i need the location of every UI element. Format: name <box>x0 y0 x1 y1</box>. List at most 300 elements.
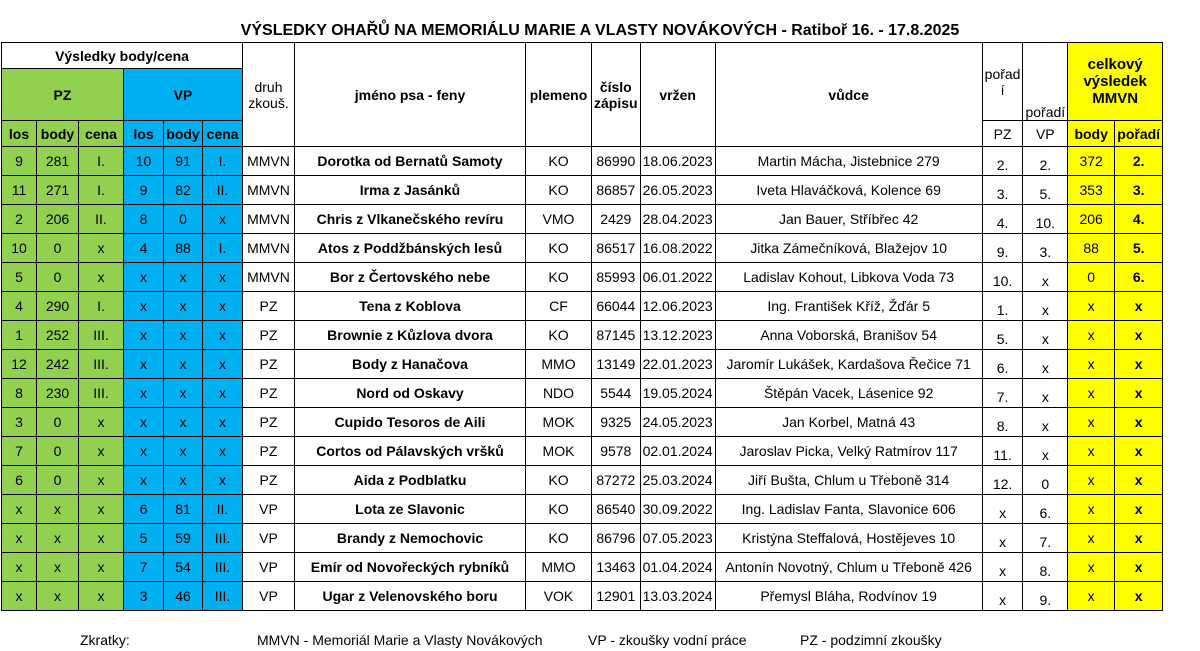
pz-los-header: los <box>2 121 37 147</box>
total-poradi-cell: x <box>1115 408 1163 437</box>
table-row <box>2 350 1163 379</box>
poradi-pz-cell: x <box>982 495 1023 524</box>
poradi-vp-cell: x <box>1023 263 1068 292</box>
dog-name-cell: Nord od Oskavy <box>295 379 526 408</box>
pz-group-header: PZ <box>2 69 124 121</box>
total-body-cell: x <box>1068 408 1115 437</box>
dog-name-cell: Brandy z Nemochovic <box>295 524 526 553</box>
vp-group-header: VP <box>124 69 243 121</box>
pz-cena-cell: x <box>79 524 124 553</box>
pz-los-cell: 6 <box>2 466 37 495</box>
plemeno-cell: KO <box>526 524 592 553</box>
handler-cell: Jan Bauer, Stříbřec 42 <box>715 205 982 234</box>
vp-cena-cell: III. <box>203 524 243 553</box>
vp-cena-cell: II. <box>203 176 243 205</box>
vrzen-cell: 12.06.2023 <box>640 292 715 321</box>
poradi-pz-header: pořad í <box>982 43 1023 121</box>
vp-cena-cell: III. <box>203 582 243 611</box>
pz-cena-cell: I. <box>79 176 124 205</box>
total-poradi-cell: x <box>1115 321 1163 350</box>
dog-name-cell: Cortos od Pálavských vršků <box>295 437 526 466</box>
plemeno-cell: KO <box>526 321 592 350</box>
vp-los-cell: 7 <box>124 553 164 582</box>
vp-body-cell: 59 <box>164 524 203 553</box>
poradi-vp-header: pořadí <box>1023 43 1068 121</box>
total-body-header: body <box>1068 121 1115 147</box>
handler-cell: Jitka Zámečníková, Blažejov 10 <box>715 234 982 263</box>
abbreviations-footer <box>0 632 1200 650</box>
plemeno-cell: KO <box>526 147 592 176</box>
poradi-pz-cell: 10. <box>982 263 1023 292</box>
pz-body-cell: 0 <box>37 234 79 263</box>
vp-body-cell: x <box>164 437 203 466</box>
total-poradi-cell: x <box>1115 582 1163 611</box>
vp-los-cell: x <box>124 408 164 437</box>
pz-cena-header: cena <box>79 121 124 147</box>
pz-cena-cell: III. <box>79 379 124 408</box>
druh-cell: PZ <box>243 437 295 466</box>
dog-name-cell: Dorotka od Bernatů Samoty <box>295 147 526 176</box>
handler-cell: Přemysl Bláha, Rodvínov 19 <box>715 582 982 611</box>
pz-body-cell: 0 <box>37 263 79 292</box>
pz-cena-cell: x <box>79 466 124 495</box>
total-poradi-cell: 5. <box>1115 234 1163 263</box>
vrzen-cell: 06.01.2022 <box>640 263 715 292</box>
name-header: jméno psa - feny <box>295 43 526 147</box>
cislo-cell: 5544 <box>592 379 641 408</box>
table-row <box>2 147 1163 176</box>
vrzen-cell: 30.09.2022 <box>640 495 715 524</box>
total-body-cell: x <box>1068 553 1115 582</box>
handler-cell: Ladislav Kohout, Libkova Voda 73 <box>715 263 982 292</box>
vp-los-cell: 5 <box>124 524 164 553</box>
cislo-cell: 13149 <box>592 350 641 379</box>
druh-cell: PZ <box>243 408 295 437</box>
vp-los-cell: 10 <box>124 147 164 176</box>
cislo-cell: 86857 <box>592 176 641 205</box>
total-poradi-cell: 6. <box>1115 263 1163 292</box>
handler-cell: Martin Mácha, Jistebnice 279 <box>715 147 982 176</box>
table-row <box>2 495 1163 524</box>
vp-body-cell: 82 <box>164 176 203 205</box>
total-poradi-cell: x <box>1115 379 1163 408</box>
cislo-header: číslo zápisu <box>592 43 641 147</box>
vp-cena-cell: x <box>203 292 243 321</box>
vp-cena-cell: x <box>203 263 243 292</box>
druh-cell: PZ <box>243 292 295 321</box>
pz-cena-cell: x <box>79 408 124 437</box>
poradi-vp-cell: 9. <box>1023 582 1068 611</box>
page-title: VÝSLEDKY OHAŘŮ NA MEMORIÁLU MARIE A VLASTY NOVÁKOVÝCH - Ratiboř 16. - 17.8.2025 <box>240 22 960 39</box>
plemeno-cell: MOK <box>526 437 592 466</box>
vrzen-header: vržen <box>640 43 715 147</box>
pz-los-cell: 12 <box>2 350 37 379</box>
plemeno-cell: KO <box>526 495 592 524</box>
handler-cell: Anna Voborská, Branišov 54 <box>715 321 982 350</box>
table-row <box>2 582 1163 611</box>
druh-cell: MMVN <box>243 234 295 263</box>
pz-cena-cell: x <box>79 437 124 466</box>
vp-cena-cell: x <box>203 466 243 495</box>
vp-cena-cell: x <box>203 437 243 466</box>
druh-cell: PZ <box>243 321 295 350</box>
cislo-cell: 2429 <box>592 205 641 234</box>
footer-vp: VP - zkoušky vodní práce <box>588 632 747 648</box>
poradi-pz-cell: 12. <box>982 466 1023 495</box>
pz-cena-cell: x <box>79 263 124 292</box>
poradi-pz-cell: 11. <box>982 437 1023 466</box>
total-body-cell: x <box>1068 379 1115 408</box>
pz-los-cell: x <box>2 582 37 611</box>
poradi-vp-cell: 7. <box>1023 524 1068 553</box>
vp-los-cell: 4 <box>124 234 164 263</box>
total-body-cell: x <box>1068 321 1115 350</box>
vrzen-cell: 25.03.2024 <box>640 466 715 495</box>
pz-los-cell: 10 <box>2 234 37 263</box>
vp-body-cell: x <box>164 321 203 350</box>
pz-cena-cell: I. <box>79 292 124 321</box>
poradi-vp-cell: 3. <box>1023 234 1068 263</box>
sub-vp-header: VP <box>1023 121 1068 147</box>
pz-los-cell: 7 <box>2 437 37 466</box>
poradi-pz-cell: 8. <box>982 408 1023 437</box>
plemeno-header: plemeno <box>526 43 592 147</box>
handler-cell: Kristýna Steffalová, Hostějeves 10 <box>715 524 982 553</box>
plemeno-cell: KO <box>526 466 592 495</box>
vp-body-cell: x <box>164 350 203 379</box>
vp-los-cell: x <box>124 350 164 379</box>
handler-cell: Jan Korbel, Matná 43 <box>715 408 982 437</box>
vp-los-cell: x <box>124 263 164 292</box>
vp-body-cell: 54 <box>164 553 203 582</box>
poradi-pz-cell: 9. <box>982 234 1023 263</box>
plemeno-cell: VOK <box>526 582 592 611</box>
pz-cena-cell: x <box>79 582 124 611</box>
pz-los-cell: 9 <box>2 147 37 176</box>
plemeno-cell: KO <box>526 176 592 205</box>
druh-cell: MMVN <box>243 263 295 292</box>
druh-cell: MMVN <box>243 147 295 176</box>
handler-cell: Jaromír Lukášek, Kardašova Řečice 71 <box>715 350 982 379</box>
poradi-vp-cell: 5. <box>1023 176 1068 205</box>
pz-body-cell: 0 <box>37 437 79 466</box>
pz-body-cell: 206 <box>37 205 79 234</box>
pz-los-cell: x <box>2 553 37 582</box>
pz-cena-cell: III. <box>79 350 124 379</box>
total-body-cell: x <box>1068 495 1115 524</box>
pz-los-cell: 1 <box>2 321 37 350</box>
vrzen-cell: 02.01.2024 <box>640 437 715 466</box>
celkovy-header: celkový výsledek MMVN <box>1068 43 1163 121</box>
table-row <box>2 466 1163 495</box>
total-body-cell: x <box>1068 437 1115 466</box>
pz-los-cell: 5 <box>2 263 37 292</box>
druh-cell: PZ <box>243 379 295 408</box>
pz-body-cell: x <box>37 524 79 553</box>
total-poradi-cell: x <box>1115 292 1163 321</box>
handler-cell: Antonín Novotný, Chlum u Třeboně 426 <box>715 553 982 582</box>
cislo-cell: 9325 <box>592 408 641 437</box>
vrzen-cell: 13.03.2024 <box>640 582 715 611</box>
vrzen-cell: 26.05.2023 <box>640 176 715 205</box>
cislo-cell: 9578 <box>592 437 641 466</box>
sub-pz-header: PZ <box>982 121 1023 147</box>
total-body-cell: x <box>1068 582 1115 611</box>
vp-los-cell: 6 <box>124 495 164 524</box>
cislo-cell: 87272 <box>592 466 641 495</box>
vp-body-cell: x <box>164 292 203 321</box>
vp-los-cell: 3 <box>124 582 164 611</box>
pz-body-cell: x <box>37 553 79 582</box>
vp-body-cell: 88 <box>164 234 203 263</box>
handler-cell: Ing. František Kříž, Žďár 5 <box>715 292 982 321</box>
dog-name-cell: Ugar z Velenovského boru <box>295 582 526 611</box>
total-body-cell: 353 <box>1068 176 1115 205</box>
results-group-header: Výsledky body/cena <box>2 43 243 69</box>
poradi-pz-cell: 4. <box>982 205 1023 234</box>
vp-los-cell: 8 <box>124 205 164 234</box>
poradi-vp-cell: x <box>1023 408 1068 437</box>
vp-body-cell: 0 <box>164 205 203 234</box>
poradi-vp-cell: x <box>1023 379 1068 408</box>
table-row <box>2 263 1163 292</box>
druh-cell: MMVN <box>243 176 295 205</box>
pz-body-cell: 271 <box>37 176 79 205</box>
poradi-vp-cell: x <box>1023 292 1068 321</box>
total-body-cell: x <box>1068 350 1115 379</box>
poradi-pz-cell: x <box>982 553 1023 582</box>
vp-los-cell: x <box>124 437 164 466</box>
dog-name-cell: Brownie z Kůzlova dvora <box>295 321 526 350</box>
vp-los-cell: x <box>124 379 164 408</box>
total-body-cell: x <box>1068 292 1115 321</box>
vp-cena-cell: II. <box>203 495 243 524</box>
pz-los-cell: 4 <box>2 292 37 321</box>
vp-cena-cell: x <box>203 350 243 379</box>
vrzen-cell: 01.04.2024 <box>640 553 715 582</box>
table-row <box>2 553 1163 582</box>
total-poradi-cell: x <box>1115 553 1163 582</box>
pz-los-cell: 8 <box>2 379 37 408</box>
vp-cena-cell: x <box>203 408 243 437</box>
plemeno-cell: KO <box>526 263 592 292</box>
vp-los-cell: x <box>124 292 164 321</box>
vrzen-cell: 24.05.2023 <box>640 408 715 437</box>
dog-name-cell: Cupido Tesoros de Aili <box>295 408 526 437</box>
vp-body-cell: x <box>164 466 203 495</box>
vp-los-cell: x <box>124 466 164 495</box>
vp-los-cell: x <box>124 321 164 350</box>
vp-los-cell: 9 <box>124 176 164 205</box>
pz-cena-cell: II. <box>79 205 124 234</box>
total-body-cell: 0 <box>1068 263 1115 292</box>
total-poradi-cell: x <box>1115 495 1163 524</box>
cislo-cell: 12901 <box>592 582 641 611</box>
handler-cell: Iveta Hlaváčková, Kolence 69 <box>715 176 982 205</box>
total-poradi-cell: x <box>1115 466 1163 495</box>
table-row <box>2 408 1163 437</box>
plemeno-cell: MMO <box>526 350 592 379</box>
table-row <box>2 437 1163 466</box>
total-poradi-header: pořadí <box>1115 121 1163 147</box>
cislo-cell: 86796 <box>592 524 641 553</box>
cislo-cell: 86990 <box>592 147 641 176</box>
pz-body-cell: 290 <box>37 292 79 321</box>
plemeno-cell: VMO <box>526 205 592 234</box>
pz-body-cell: 0 <box>37 466 79 495</box>
plemeno-cell: CF <box>526 292 592 321</box>
total-body-cell: x <box>1068 466 1115 495</box>
poradi-vp-cell: 0 <box>1023 466 1068 495</box>
total-poradi-cell: 3. <box>1115 176 1163 205</box>
pz-los-cell: 2 <box>2 205 37 234</box>
results-table <box>1 42 1163 611</box>
pz-body-cell: 230 <box>37 379 79 408</box>
poradi-pz-cell: 3. <box>982 176 1023 205</box>
footer-mmvn: MMVN - Memoriál Marie a Vlasty Novákových <box>257 632 543 648</box>
vp-cena-cell: III. <box>203 553 243 582</box>
table-row <box>2 524 1163 553</box>
vp-cena-cell: x <box>203 321 243 350</box>
pz-cena-cell: III. <box>79 321 124 350</box>
poradi-pz-cell: x <box>982 582 1023 611</box>
poradi-vp-cell: 8. <box>1023 553 1068 582</box>
vp-body-cell: 91 <box>164 147 203 176</box>
poradi-vp-cell: 6. <box>1023 495 1068 524</box>
pz-cena-cell: x <box>79 234 124 263</box>
poradi-pz-cell: 2. <box>982 147 1023 176</box>
poradi-pz-cell: 1. <box>982 292 1023 321</box>
vrzen-cell: 13.12.2023 <box>640 321 715 350</box>
handler-cell: Jiří Bušta, Chlum u Třeboně 314 <box>715 466 982 495</box>
poradi-vp-cell: 2. <box>1023 147 1068 176</box>
plemeno-cell: KO <box>526 234 592 263</box>
plemeno-cell: MOK <box>526 408 592 437</box>
vp-body-cell: x <box>164 263 203 292</box>
vp-cena-header: cena <box>203 121 243 147</box>
table-row <box>2 379 1163 408</box>
poradi-pz-cell: 7. <box>982 379 1023 408</box>
vrzen-cell: 18.06.2023 <box>640 147 715 176</box>
dog-name-cell: Tena z Koblova <box>295 292 526 321</box>
plemeno-cell: MMO <box>526 553 592 582</box>
dog-name-cell: Chris z Vlkanečského revíru <box>295 205 526 234</box>
table-row <box>2 321 1163 350</box>
pz-body-cell: 252 <box>37 321 79 350</box>
total-poradi-cell: 2. <box>1115 147 1163 176</box>
pz-los-cell: x <box>2 495 37 524</box>
table-row <box>2 176 1163 205</box>
vp-cena-cell: I. <box>203 147 243 176</box>
total-body-cell: 206 <box>1068 205 1115 234</box>
pz-body-cell: 281 <box>37 147 79 176</box>
pz-los-cell: 3 <box>2 408 37 437</box>
pz-body-cell: x <box>37 582 79 611</box>
cislo-cell: 86517 <box>592 234 641 263</box>
vrzen-cell: 28.04.2023 <box>640 205 715 234</box>
pz-cena-cell: x <box>79 495 124 524</box>
handler-cell: Ing. Ladislav Fanta, Slavonice 606 <box>715 495 982 524</box>
pz-body-header: body <box>37 121 79 147</box>
poradi-pz-cell: 6. <box>982 350 1023 379</box>
vp-cena-cell: I. <box>203 234 243 263</box>
vrzen-cell: 16.08.2022 <box>640 234 715 263</box>
total-poradi-cell: x <box>1115 524 1163 553</box>
footer-pz: PZ - podzimní zkoušky <box>800 632 942 648</box>
dog-name-cell: Atos z Poddžbánských lesů <box>295 234 526 263</box>
vp-body-cell: x <box>164 379 203 408</box>
druh-cell: PZ <box>243 350 295 379</box>
total-poradi-cell: x <box>1115 437 1163 466</box>
table-row <box>2 205 1163 234</box>
poradi-vp-cell: 10. <box>1023 205 1068 234</box>
vp-body-cell: x <box>164 408 203 437</box>
vp-los-header: los <box>124 121 164 147</box>
pz-cena-cell: x <box>79 553 124 582</box>
handler-cell: Štěpán Vacek, Lásenice 92 <box>715 379 982 408</box>
poradi-vp-cell: x <box>1023 437 1068 466</box>
total-poradi-cell: x <box>1115 350 1163 379</box>
vp-body-cell: 46 <box>164 582 203 611</box>
plemeno-cell: NDO <box>526 379 592 408</box>
druh-cell: MMVN <box>243 205 295 234</box>
dog-name-cell: Aida z Podblatku <box>295 466 526 495</box>
vrzen-cell: 22.01.2023 <box>640 350 715 379</box>
druh-cell: VP <box>243 553 295 582</box>
poradi-vp-cell: x <box>1023 350 1068 379</box>
dog-name-cell: Bor z Čertovského nebe <box>295 263 526 292</box>
druh-cell: PZ <box>243 466 295 495</box>
handler-cell: Jaroslav Picka, Velký Ratmírov 117 <box>715 437 982 466</box>
vp-body-cell: 81 <box>164 495 203 524</box>
total-body-cell: 372 <box>1068 147 1115 176</box>
druh-header: druh zkouš. <box>243 43 295 147</box>
pz-body-cell: 0 <box>37 408 79 437</box>
total-body-cell: 88 <box>1068 234 1115 263</box>
vp-cena-cell: x <box>203 205 243 234</box>
total-body-cell: x <box>1068 524 1115 553</box>
footer-label: Zkratky: <box>80 632 130 648</box>
pz-cena-cell: I. <box>79 147 124 176</box>
druh-cell: VP <box>243 582 295 611</box>
druh-cell: VP <box>243 524 295 553</box>
dog-name-cell: Body z Hanačova <box>295 350 526 379</box>
vp-cena-cell: x <box>203 379 243 408</box>
pz-los-cell: 11 <box>2 176 37 205</box>
cislo-cell: 85993 <box>592 263 641 292</box>
poradi-pz-cell: x <box>982 524 1023 553</box>
dog-name-cell: Lota ze Slavonic <box>295 495 526 524</box>
dog-name-cell: Irma z Jasánků <box>295 176 526 205</box>
cislo-cell: 13463 <box>592 553 641 582</box>
dog-name-cell: Emír od Novořeckých rybníků <box>295 553 526 582</box>
poradi-pz-cell: 5. <box>982 321 1023 350</box>
vrzen-cell: 07.05.2023 <box>640 524 715 553</box>
total-poradi-cell: 4. <box>1115 205 1163 234</box>
table-row <box>2 292 1163 321</box>
cislo-cell: 87145 <box>592 321 641 350</box>
poradi-vp-cell: x <box>1023 321 1068 350</box>
vp-body-header: body <box>164 121 203 147</box>
pz-body-cell: 242 <box>37 350 79 379</box>
druh-cell: VP <box>243 495 295 524</box>
cislo-cell: 86540 <box>592 495 641 524</box>
vrzen-cell: 19.05.2024 <box>640 379 715 408</box>
table-row <box>2 234 1163 263</box>
cislo-cell: 66044 <box>592 292 641 321</box>
vudce-header: vůdce <box>715 43 982 147</box>
pz-los-cell: x <box>2 524 37 553</box>
